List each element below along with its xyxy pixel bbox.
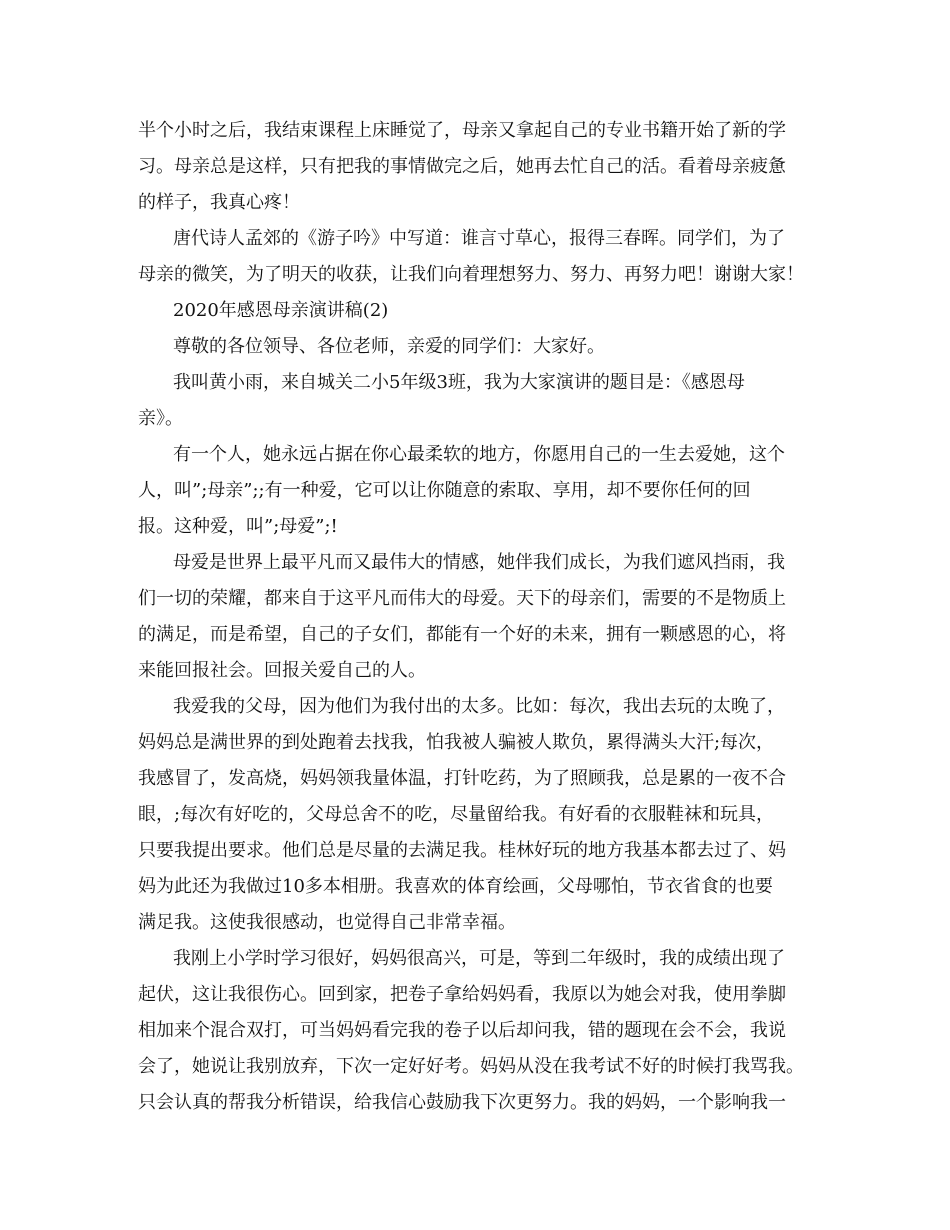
text-line: 满足我。这使我很感动，也觉得自己非常幸福。 <box>138 912 516 933</box>
text-line: 妈妈总是满世界的到处跑着去找我，怕我被人骗被人欺负，累得满头大汗;每次， <box>138 732 775 753</box>
text-line: 报。这种爱，叫”;母爱”;! <box>138 516 338 537</box>
text-line: 来能回报社会。回报关爱自己的人。 <box>138 660 426 681</box>
text-line: 我叫黄小雨，来自城关二小5年级3班，我为大家演讲的题目是：《感恩母 <box>173 372 745 393</box>
text-line: 们一切的荣耀，都来自于这平凡而伟大的母爱。天下的母亲们，需要的不是物质上 <box>138 588 786 609</box>
text-line: 我感冒了，发高烧，妈妈领我量体温，打针吃药，为了照顾我，总是累的一夜不合 <box>138 768 786 789</box>
text-line: 会了，她说让我别放弃，下次一定好好考。妈妈从没在我考试不好的时候打我骂我。 <box>138 1056 804 1077</box>
text-line: 半个小时之后，我结束课程上床睡觉了，母亲又拿起自己的专业书籍开始了新的学 <box>138 120 786 141</box>
text-line: 眼，;每次有好吃的，父母总舍不的吃，尽量留给我。有好看的衣服鞋袜和玩具， <box>138 804 775 825</box>
text-line: 有一个人，她永远占据在你心最柔软的地方，你愿用自己的一生去爱她，这个 <box>173 444 785 465</box>
text-line: 习。母亲总是这样，只有把我的事情做完之后，她再去忙自己的活。看着母亲疲惫 <box>138 156 786 177</box>
text-line: 的样子，我真心疼！ <box>138 192 300 213</box>
text-line: 相加来个混合双打，可当妈妈看完我的卷子以后却问我，错的题现在会不会，我说 <box>138 1020 786 1041</box>
text-line: 起伏，这让我很伤心。回到家，把卷子拿给妈妈看，我原以为她会对我，使用拳脚 <box>138 984 786 1005</box>
text-line: 母亲的微笑，为了明天的收获，让我们向着理想努力、努力、再努力吧！谢谢大家！ <box>138 264 804 285</box>
text-line: 我爱我的父母，因为他们为我付出的太多。比如：每次，我出去玩的太晚了， <box>173 696 785 717</box>
text-line: 只要我提出要求。他们总是尽量的去满足我。桂林好玩的地方我基本都去过了、妈 <box>138 840 786 861</box>
text-line: 妈为此还为我做过10多本相册。我喜欢的体育绘画，父母哪怕，节衣省食的也要 <box>138 876 773 897</box>
text-line: 的满足，而是希望，自己的子女们，都能有一个好的未来，拥有一颗感恩的心，将 <box>138 624 786 645</box>
text-line: 我刚上小学时学习很好，妈妈很高兴，可是，等到二年级时，我的成绩出现了 <box>173 948 785 969</box>
text-line: 唐代诗人孟郊的《游子吟》中写道：谁言寸草心，报得三春晖。同学们，为了 <box>173 228 785 249</box>
text-line: 亲》。 <box>138 408 183 429</box>
text-line: 尊敬的各位领导、各位老师，亲爱的同学们：大家好。 <box>173 336 605 357</box>
text-line: 母爱是世界上最平凡而又最伟大的情感，她伴我们成长，为我们遮风挡雨，我 <box>173 552 785 573</box>
section-heading: 2020年感恩母亲演讲稿(2) <box>173 300 389 321</box>
text-line: 人，叫”;母亲”;;有一种爱，它可以让你随意的索取、享用，却不要你任何的回 <box>138 480 751 501</box>
text-line: 只会认真的帮我分析错误，给我信心鼓励我下次更努力。我的妈妈，一个影响我一 <box>138 1092 786 1113</box>
